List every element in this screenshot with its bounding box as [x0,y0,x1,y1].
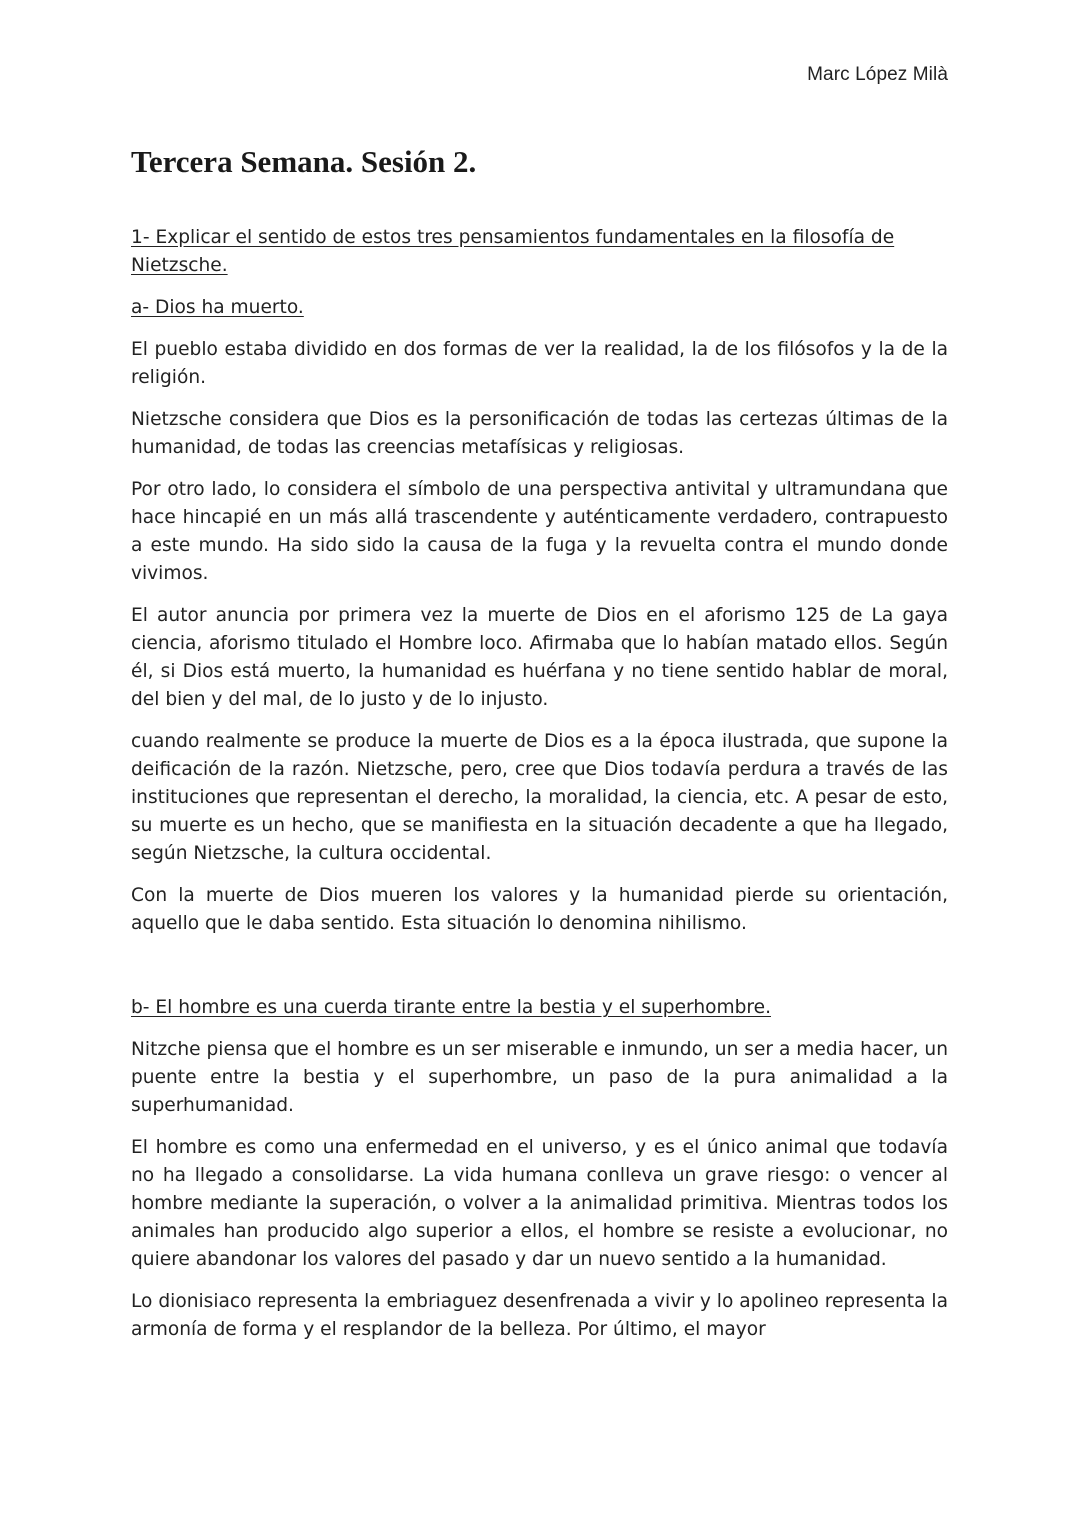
page-title: Tercera Semana. Sesión 2. [131,144,477,179]
section-a-paragraph: Con la muerte de Dios mueren los valores y la humanidad pierde su orientación, aquello que le daba sentido. Esta situación lo denomina nihilismo. [131,885,948,934]
section-a-paragraph: cuando realmente se produce la muerte de Dios es a la época ilustrada, que supone la deificación de la razón. Nietzsche, pero, cree que Dios todavía perdura a través de las instituciones que representan el derecho, la moralidad, la ciencia, etc. A pesar de esto, su muerte es un hecho, que se manifiesta en la situación decadente a que ha llegado, según Nietzsche, la cultura occidental. [131,731,948,864]
section-b-paragraph: Nitzche piensa que el hombre es un ser miserable e inmundo, un ser a media hacer, un puente entre la bestia y el superhombre, un paso de la pura animalidad a la superhumanidad. [131,1039,948,1116]
section-spacer [131,952,948,994]
section-a-paragraph: El pueblo estaba dividido en dos formas de ver la realidad, la de los filósofos y la de la religión. [131,339,948,388]
section-a-paragraph: Nietzsche considera que Dios es la personificación de todas las certezas últimas de la humanidad, de todas las creencias metafísicas y religiosas. [131,409,948,458]
section-a-heading: a- Dios ha muerto. [131,297,304,318]
section-a-paragraph: El autor anuncia por primera vez la muerte de Dios en el aforismo 125 de La gaya ciencia, aforismo titulado el Hombre loco. Afirmaba que lo habían matado ellos. Según él, si Dios está muerto, la humanidad es huérfana y no tiene sentido hablar de moral, del bien y del mal, de lo justo y de lo injusto. [131,605,948,710]
section-b-paragraph: Lo dionisiaco representa la embriaguez desenfrenada a vivir y lo apolineo representa la armonía de forma y el resplandor de la belleza. Por último, el mayor [131,1291,948,1340]
section-a-paragraph: Por otro lado, lo considera el símbolo de una perspectiva antivital y ultramundana que hace hincapié en un más allá trascendente y auténticamente verdadero, contrapuesto a este mundo. Ha sido sido la causa de la fuga y la revuelta contra el mundo donde vivimos. [131,479,948,584]
author-name: Marc López Milà [807,64,948,85]
section-b-paragraph: El hombre es como una enfermedad en el universo, y es el único animal que todavía no ha llegado a consolidarse. La vida humana conlleva un grave riesgo: o vencer al hombre mediante la superación, o volver a la animalidad primitiva. Mientras todos los animales han producido algo superior a ellos, el hombre se resiste a evolucionar, no quiere abandonar los valores del pasado y dar un nuevo sentido a la humanidad. [131,1137,948,1270]
section-b-heading: b- El hombre es una cuerda tirante entre la bestia y el superhombre. [131,997,771,1018]
document-body [131,224,948,1358]
question-heading: 1- Explicar el sentido de estos tres pensamientos fundamentales en la filosofía de Nietzsche. [131,227,895,276]
